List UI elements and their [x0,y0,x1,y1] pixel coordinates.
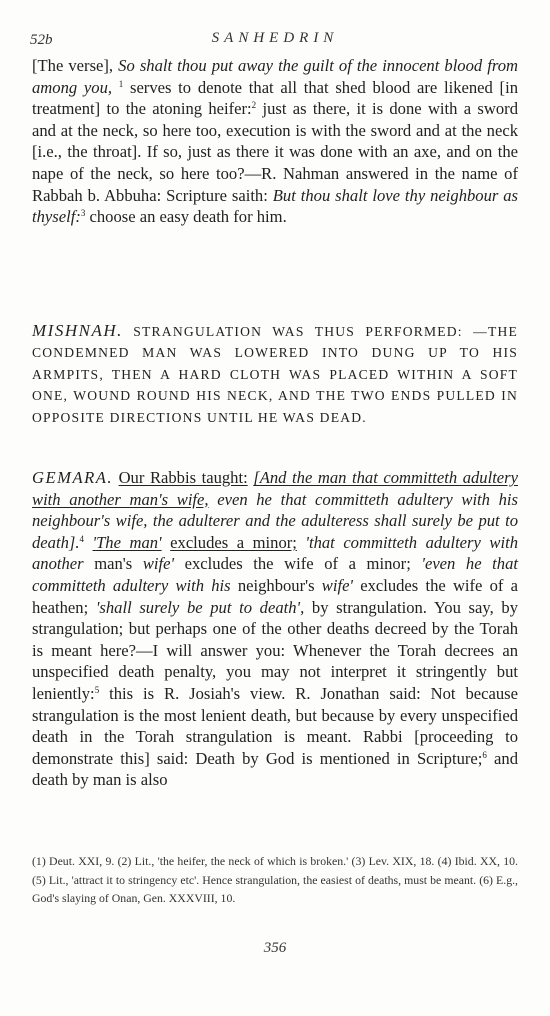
mishnah-heading: MISHNAH. [32,321,123,340]
footnote-marker: 3 [80,208,86,219]
gemara-section [32,467,518,791]
scripture-quote: [And the man that committeth adultery with another man's wife, [32,468,518,509]
folio-label: 52b [30,32,53,48]
footnote-marker: 6 [482,749,487,760]
footnotes-text: (1) Deut. XXI, 9. (2) Lit., 'the heifer, the neck of which is broken.' (3) Lev. XIX, 18. (4) Ibid. XX, 10. (5) Lit., 'attract it to stringency etc'. Hence strangulation, the easiest of deaths, must be meant. (6) E.g., God's slaying of Onan, Gen. XXXVIII, 10. [32,854,518,906]
gemara-text: excludes a minor; [170,532,297,552]
gemara-heading: GEMARA. [32,468,113,487]
mishnah-text: STRANGULATION WAS THUS PERFORMED: —THE CONDEMNED MAN WAS LOWERED INTO DUNG UP TO HIS ARMPITS, THEN A HARD CLOTH WAS PLACED WITHIN A SOFT ONE, WOUND ROUND HIS NECK, AND THE TWO ENDS PULLED IN OPPOSITE DIRECTIONS UNTIL HE WAS DEAD. [32,324,518,425]
passage-text: choose an easy death for him. [89,207,287,227]
scripture-quote: But thou shalt love thy neighbour as thyself: [32,185,519,227]
gemara-text: excludes the wife of a minor; [184,554,411,574]
footnote-marker: 2 [251,100,257,111]
scripture-quote: 'that committeth adultery with another [32,532,518,574]
passage-text: just as there, it is done with a sword and at the neck, so here too, execution is with the sword and at the neck [i.e., the throat]. If so, just as there it was done with an axe, and on the nape of the neck, so here too?—R. Nahman answered in the name of Rabbah b. Abbuha: Scripture saith: [32,99,518,205]
gemara-text: man's [94,554,133,574]
gemara-text: and death by man is also [32,748,518,790]
scripture-quote: So shalt thou put away the guilt of the innocent blood from among you, [32,56,518,97]
scripture-quote: 'The man' [92,532,162,552]
gemara-text: excludes the wife of a heathen; [32,575,519,617]
scripture-quote: 'even he that committeth adultery with his [32,554,518,595]
page-header [30,30,520,50]
page-number: 356 [263,940,287,956]
gemara-text: this is R. Josiah's view. R. Jonathan said: Not because strangulation is the most lenient death, but because by every unspecified death in the Torah strangulation is meant. Rabbi [proceeding to demonstrate this] said: Death by God is mentioned in Scripture; [32,683,518,768]
running-head: SANHEDRIN [211,30,339,46]
mishnah-section [32,320,518,428]
passage-text: [The verse], [32,56,114,75]
scripture-quote: wife' [321,575,353,595]
footnote-marker: 1 [118,78,124,89]
footnote-marker: 5 [94,684,100,695]
scripture-quote: 'shall surely be put to death', [95,597,305,617]
gemara-text: neighbour's [237,575,315,595]
passage-text: serves to denote that all that shed blood are likened [in treatment] to the atoning heifer: [32,77,518,119]
scripture-quote: even he that committeth adultery with his neighbour's wife, the adulterer and the adulteress shall surely be put to death]. [32,489,518,552]
passage-continuation [32,55,518,228]
footnote-marker: 4 [79,533,84,544]
gemara-text: Our Rabbis taught: [118,468,248,487]
gemara-text: by strangulation. You say, by strangulation; but perhaps one of the other deaths decreed by the Torah is meant here?—I will answer you: Whenever the Torah decrees an unspecified death penalty, you may not interpret it stringently but leniently: [32,597,518,703]
scripture-quote: wife' [142,554,175,574]
footnotes [32,852,518,908]
